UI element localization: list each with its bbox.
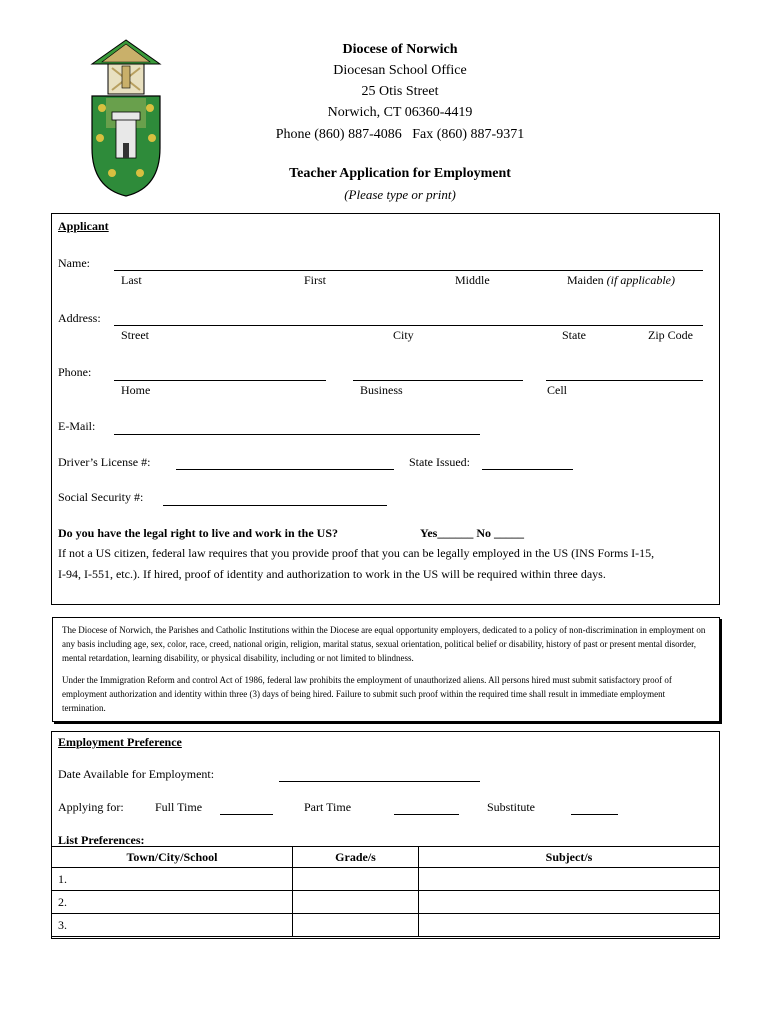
address-label: Address: <box>58 311 101 325</box>
row-grade-cell[interactable] <box>293 891 419 914</box>
contact-line: Phone (860) 887-4086 Fax (860) 887-9371 <box>275 127 525 142</box>
form-subtitle: (Please type or print) <box>344 187 456 202</box>
full-time-label: Full Time <box>155 800 203 814</box>
column-header-grade: Grade/s <box>293 847 419 868</box>
substitute-field[interactable] <box>571 814 618 815</box>
employment-heading: Employment Preference <box>58 735 182 749</box>
zip-label: Zip Code <box>648 328 693 342</box>
state-issued-field[interactable] <box>482 469 573 470</box>
applicant-heading: Applicant <box>58 219 109 233</box>
eeo-paragraph: The Diocese of Norwich, the Parishes and Catholic Institutions within the Diocese are equal opportunity employers, dedicated to a policy of non-discrimination in employment on any basis including age, sex, color, race, creed, national origin, religion, marital status, sexual orientation, political belief or disability, history of past or present mental disorder, mental retardation, learning disability, or physical disability, including or not limited to blindness. <box>62 625 706 663</box>
email-field[interactable] <box>114 434 480 435</box>
row-school-cell[interactable] <box>52 914 293 937</box>
row-grade-cell[interactable] <box>293 914 419 937</box>
row-grade-cell[interactable] <box>293 868 419 891</box>
org-name: Diocese of Norwich <box>342 42 458 57</box>
name-field[interactable] <box>114 270 703 271</box>
email-label: E-Mail: <box>58 419 96 433</box>
office-name: Diocesan School Office <box>333 63 467 78</box>
first-label: First <box>304 273 327 287</box>
maiden-label-text: Maiden <box>567 273 607 287</box>
cell-phone-field[interactable] <box>546 380 703 381</box>
last-label: Last <box>121 273 142 287</box>
column-header-school: Town/City/School <box>52 847 293 868</box>
city-label: City <box>393 328 414 342</box>
home-label: Home <box>121 383 151 397</box>
date-available-label: Date Available for Employment: <box>58 767 215 781</box>
state-label: State <box>562 328 586 342</box>
phone-label: Phone: <box>58 365 92 379</box>
legal-note-line-1: If not a US citizen, federal law requires that you provide proof that you can be legally employed in the US (INS Forms I-15, <box>58 546 655 560</box>
street-label: Street <box>121 328 149 342</box>
row-number: 3. <box>58 917 67 932</box>
row-subject-cell[interactable] <box>419 868 720 891</box>
license-label: Driver’s License #: <box>58 455 151 469</box>
date-available-field[interactable] <box>279 781 480 782</box>
middle-label: Middle <box>455 273 490 287</box>
ssn-label: Social Security #: <box>58 490 144 504</box>
business-phone-field[interactable] <box>353 380 523 381</box>
row-subject-cell[interactable] <box>419 914 720 937</box>
street-address: 25 Otis Street <box>361 84 439 99</box>
table-header-row <box>52 847 720 868</box>
legal-note-line-2: I-94, I-551, etc.). If hired, proof of identity and authorization to work in the US will be required within three days. <box>58 567 606 581</box>
eeo-notice <box>52 617 720 722</box>
row-school-cell[interactable] <box>52 891 293 914</box>
home-phone-field[interactable] <box>114 380 326 381</box>
ssn-field[interactable] <box>163 505 387 506</box>
part-time-label: Part Time <box>304 800 352 814</box>
license-field[interactable] <box>176 469 394 470</box>
table-row <box>52 914 720 937</box>
column-header-subject: Subject/s <box>419 847 720 868</box>
legal-answer[interactable]: Yes______ No _____ <box>420 526 524 540</box>
row-school-cell[interactable] <box>52 868 293 891</box>
name-label: Name: <box>58 256 90 270</box>
maiden-note: (if applicable) <box>606 273 675 287</box>
preferences-table <box>51 846 720 937</box>
table-row <box>52 891 720 914</box>
state-issued-label: State Issued: <box>409 455 470 469</box>
full-time-field[interactable] <box>220 814 273 815</box>
legal-question: Do you have the legal right to live and work in the US? <box>58 526 339 540</box>
applying-for-label: Applying for: <box>58 800 124 814</box>
immigration-paragraph: Under the Immigration Reform and control Act of 1986, federal law prohibits the employment of unauthorized aliens. All persons hired must submit satisfactory proof of employment authorization and identity within three (3) days of being hired. Failure to submit such proof within the required time shall result in immediate employment termination. <box>62 675 672 713</box>
address-field[interactable] <box>114 325 703 326</box>
part-time-field[interactable] <box>394 814 459 815</box>
maiden-label <box>567 273 675 288</box>
list-preferences-label: List Preferences: <box>58 833 145 847</box>
business-label: Business <box>360 383 403 397</box>
table-row <box>52 868 720 891</box>
row-number: 2. <box>58 894 67 909</box>
cell-label: Cell <box>547 383 567 397</box>
city-address: Norwich, CT 06360-4419 <box>327 105 473 120</box>
diocese-crest-logo <box>82 38 170 198</box>
row-subject-cell[interactable] <box>419 891 720 914</box>
substitute-label: Substitute <box>487 800 536 814</box>
row-number: 1. <box>58 871 67 886</box>
form-title: Teacher Application for Employment <box>289 166 511 181</box>
